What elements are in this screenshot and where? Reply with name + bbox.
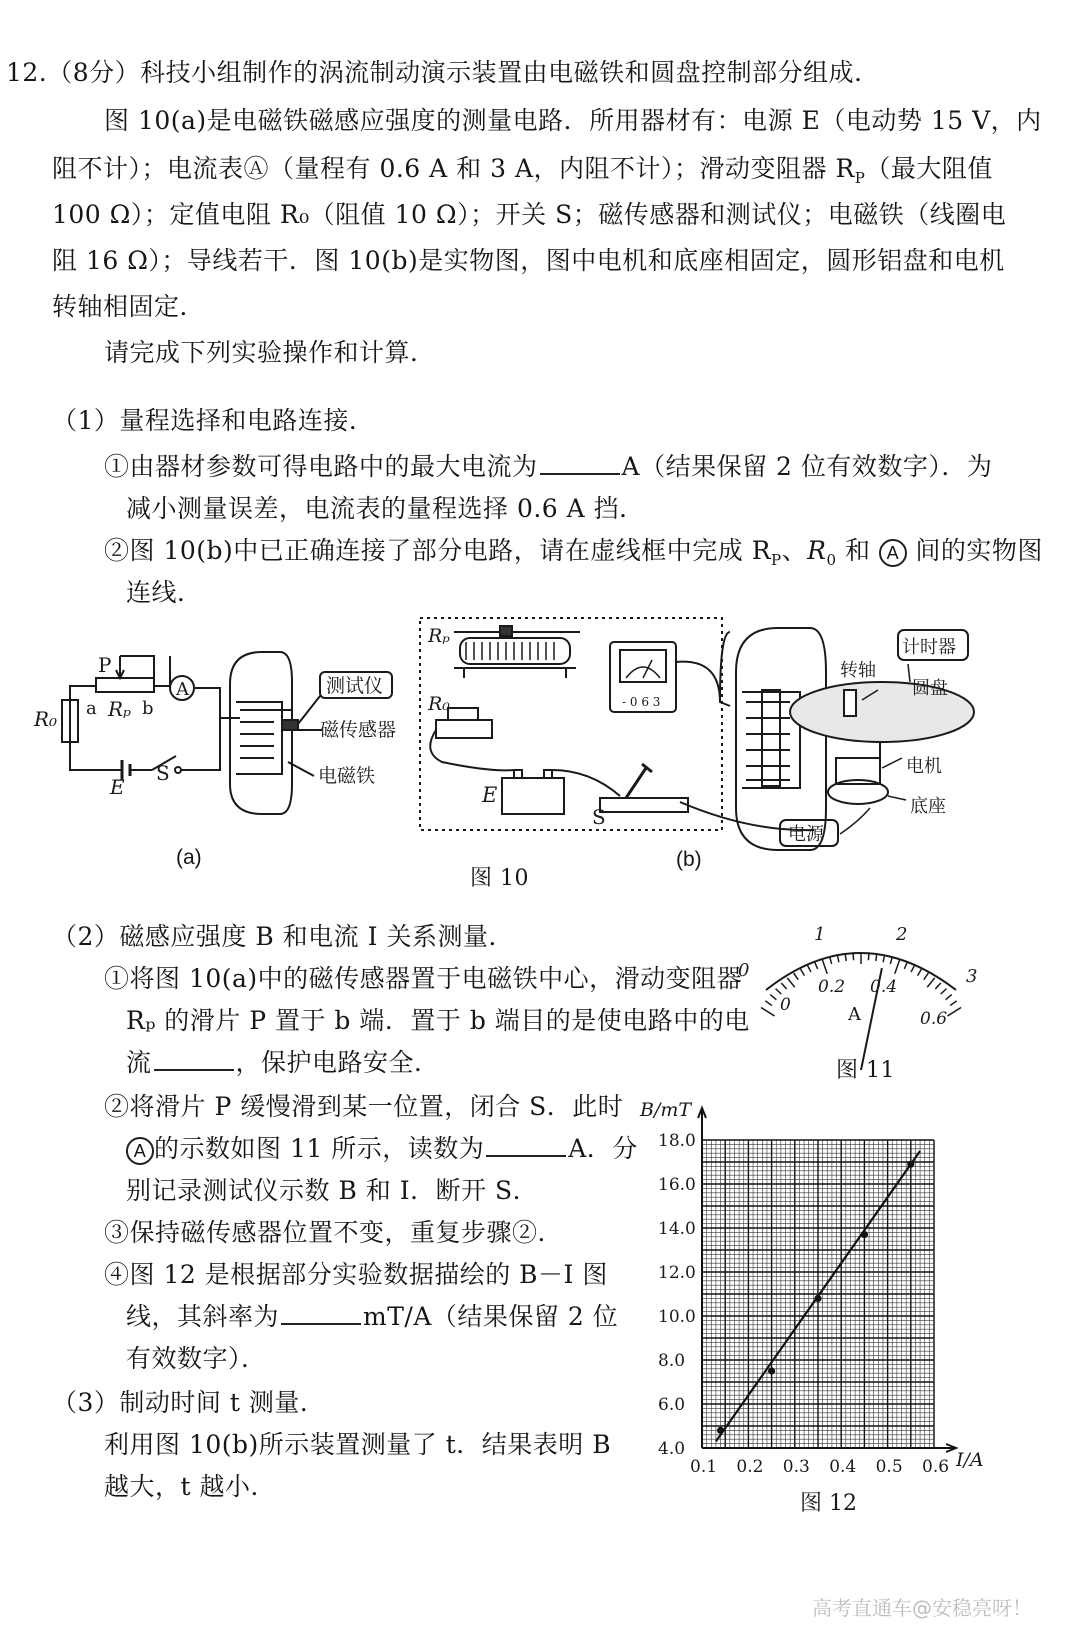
y-tick-label: 6.0 bbox=[658, 1395, 686, 1415]
label-a-S: S bbox=[156, 761, 170, 785]
label-b-meter-scale: - 0 6 3 bbox=[622, 695, 661, 709]
dial-tick bbox=[781, 983, 786, 989]
part2-s1-a: ①将图 10(a)中的磁传感器置于电磁铁中心，滑动变阻器 bbox=[104, 964, 743, 993]
label-a-R0: R₀ bbox=[34, 707, 58, 731]
part3-l2: 越大，t 越小． bbox=[104, 1472, 276, 1501]
intro-line-5: 转轴相固定． bbox=[52, 292, 206, 321]
answer-blank-current-min[interactable] bbox=[154, 1047, 234, 1071]
part2-title: （2）磁感应强度 B 和电流 I 关系测量． bbox=[52, 922, 514, 951]
part3-l1: 利用图 10(b)所示装置测量了 t．结果表明 B bbox=[104, 1430, 612, 1459]
y-axis-label: B/mT bbox=[640, 1099, 692, 1121]
dial-tick bbox=[822, 959, 827, 974]
dial-tick bbox=[941, 989, 947, 995]
x-tick-label: 0.2 bbox=[736, 1457, 764, 1477]
label-b-motor: 电机 bbox=[906, 756, 942, 777]
label-b-Rp: Rₚ bbox=[428, 625, 450, 647]
question-header bbox=[6, 56, 880, 90]
part1-q1-text-b: A（结果保留 2 位有效数字）．为 bbox=[621, 452, 993, 481]
part1-q1-line2: 减小测量误差，电流表的量程选择 0.6 A 挡． bbox=[126, 494, 645, 523]
dial-unit: A bbox=[848, 1004, 861, 1025]
question-number: 12. bbox=[6, 58, 48, 87]
answer-blank-max-current[interactable] bbox=[540, 451, 620, 475]
y-tick-label: 18.0 bbox=[658, 1131, 696, 1151]
x-tick-label: 0.4 bbox=[829, 1457, 857, 1477]
dial-tick bbox=[787, 978, 794, 987]
dial-tick bbox=[935, 983, 940, 989]
label-a-E: E bbox=[110, 775, 125, 799]
dial-tick bbox=[948, 1007, 962, 1015]
fig11-caption: 图 11 bbox=[836, 1058, 895, 1083]
data-point bbox=[768, 1367, 775, 1374]
dial-tick bbox=[815, 962, 818, 969]
part2-s4-b bbox=[126, 1300, 618, 1334]
label-a-tester: 测试仪 bbox=[326, 675, 384, 697]
part2-s2-a: ②将滑片 P 缓慢滑到某一位置，闭合 S．此时 bbox=[104, 1092, 624, 1121]
part2-s2-b-post: A．分 bbox=[568, 1134, 638, 1163]
dial-outer-0: 0 bbox=[738, 960, 750, 981]
intro-line-1: 图 10(a)是电磁铁磁感应强度的测量电路．所用器材有：电源 E（电动势 15 V，内 bbox=[104, 106, 1042, 135]
x-tick-label: 0.6 bbox=[922, 1457, 950, 1477]
dial-tick bbox=[770, 995, 776, 1000]
intro-line-3: 100 Ω）；定值电阻 R₀（阻值 10 Ω）；开关 S；磁传感器和测试仪；电磁铁（线圈电 bbox=[52, 200, 1007, 229]
part1-q2-line1: ②图 10(b)中已正确连接了部分电路，请在虚线框中完成 $R_P$、$R_0$ 和 A 间的实物图 bbox=[104, 536, 1043, 569]
label-a-P: P bbox=[98, 653, 112, 677]
watermark: 高考直通车@安稳亮呀！ bbox=[812, 1596, 1032, 1620]
part1-q2-line2: 连线． bbox=[126, 578, 203, 607]
part2-s4-b-post: mT/A（结果保留 2 位 bbox=[363, 1302, 619, 1331]
label-b-base: 底座 bbox=[910, 796, 946, 817]
chart-title: 图 12 bbox=[800, 1491, 857, 1516]
dial-tick bbox=[761, 1007, 775, 1015]
part2-s1-c-post: ，保护电路安全． bbox=[235, 1048, 440, 1077]
dial-inner-0.2: 0.2 bbox=[818, 977, 846, 997]
intro-line-2-text: 阻不计）；电流表Ⓐ（量程有 0.6 A 和 3 A，内阻不计）；滑动变阻器 R bbox=[52, 154, 855, 183]
label-a-A: A bbox=[176, 679, 189, 700]
label-a-magnet: 电磁铁 bbox=[318, 765, 376, 787]
shaft-icon bbox=[844, 690, 856, 716]
dial-tick bbox=[927, 978, 934, 987]
figure11-dial bbox=[730, 920, 990, 1070]
ammeter-symbol-icon: A bbox=[879, 539, 907, 567]
label-b-shaft: 转轴 bbox=[840, 660, 876, 681]
y-tick-label: 4.0 bbox=[658, 1439, 686, 1459]
question-header-text: （8分）科技小组制作的涡流制动演示装置由电磁铁和圆盘控制部分组成． bbox=[47, 58, 880, 87]
part2-s2-b-pre: 的示数如图 11 所示，读数为 bbox=[154, 1134, 485, 1163]
dial-outer-1: 1 bbox=[814, 924, 826, 945]
part1-q1-line1 bbox=[104, 450, 992, 484]
x-tick-label: 0.3 bbox=[782, 1457, 810, 1477]
part2-s2-b bbox=[126, 1132, 638, 1166]
label-b-R0: R₀ bbox=[428, 693, 450, 715]
label-b-disk: 圆盘 bbox=[912, 678, 948, 699]
part1-q2-text-a: ②图 10(b)中已正确连接了部分电路，请在虚线框中完成 R bbox=[104, 536, 772, 565]
part2-s4-b-pre: 线，其斜率为 bbox=[126, 1302, 280, 1331]
answer-blank-slope[interactable] bbox=[281, 1301, 361, 1325]
dial-tick bbox=[800, 969, 804, 976]
data-point bbox=[814, 1295, 821, 1302]
fig10-sub-a: (a) bbox=[176, 846, 202, 869]
y-tick-label: 12.0 bbox=[658, 1263, 696, 1283]
dial-tick bbox=[807, 965, 811, 972]
part3-title: （3）制动时间 t 测量． bbox=[52, 1388, 326, 1417]
intro-line-2: 阻不计）；电流表Ⓐ（量程有 0.6 A 和 3 A，内阻不计）；滑动变阻器 $R_P$（最大阻值 bbox=[52, 154, 993, 187]
y-tick-label: 16.0 bbox=[658, 1175, 696, 1195]
dial-inner-0: 0 bbox=[780, 995, 791, 1015]
label-b-S: S bbox=[592, 805, 606, 829]
label-b-E: E bbox=[482, 783, 498, 807]
part1-q1-text-a: ①由器材参数可得电路中的最大电流为 bbox=[104, 452, 538, 481]
part2-s1-c-pre: 流 bbox=[126, 1048, 152, 1077]
dial-inner-0.4: 0.4 bbox=[870, 977, 898, 997]
magnetic-sensor-icon bbox=[282, 720, 298, 730]
data-point bbox=[717, 1427, 724, 1434]
label-b-power: 电源 bbox=[788, 824, 824, 845]
ammeter-symbol-icon: A bbox=[126, 1137, 154, 1165]
dial-outer-3: 3 bbox=[966, 966, 978, 987]
part2-s4-a: ④图 12 是根据部分实验数据描绘的 B－I 图 bbox=[104, 1260, 608, 1289]
intro-line-4: 阻 16 Ω）；导线若干．图 10(b)是实物图，图中电机和底座相固定，圆形铝盘和电机 bbox=[52, 246, 1005, 275]
dial-tick bbox=[924, 973, 929, 980]
r0-resistor-b-icon bbox=[436, 720, 492, 738]
data-point bbox=[907, 1161, 914, 1168]
data-point bbox=[861, 1231, 868, 1238]
dial-inner-0.6: 0.6 bbox=[920, 1009, 948, 1029]
answer-blank-reading[interactable] bbox=[486, 1133, 566, 1157]
switch-b-icon bbox=[600, 798, 688, 812]
x-tick-label: 0.5 bbox=[875, 1457, 903, 1477]
part1-title: （1）量程选择和电路连接． bbox=[52, 406, 375, 435]
label-b-timer: 计时器 bbox=[902, 637, 956, 658]
dial-tick bbox=[911, 965, 915, 972]
part2-s3: ③保持磁传感器位置不变，重复步骤②． bbox=[104, 1218, 564, 1247]
x-tick-label: 0.1 bbox=[690, 1457, 718, 1477]
dial-tick bbox=[946, 995, 952, 1000]
part2-s1-b: Rₚ 的滑片 P 置于 b 端．置于 b 端目的是使电路中的电 bbox=[126, 1006, 750, 1035]
part2-s1-c bbox=[126, 1046, 440, 1080]
label-a-Rp: Rₚ bbox=[108, 697, 132, 721]
battery-b-icon bbox=[502, 778, 564, 814]
label-a-sensor: 磁传感器 bbox=[320, 719, 397, 741]
y-tick-label: 8.0 bbox=[658, 1351, 686, 1371]
dial-tick bbox=[765, 1001, 771, 1006]
figure12-chart bbox=[630, 1094, 1010, 1534]
fig10-caption: 图 10 bbox=[470, 866, 529, 891]
dial-tick bbox=[895, 959, 900, 974]
label-a-a: a bbox=[86, 698, 97, 719]
part2-s2-c: 别记录测试仪示数 B 和 I．断开 S． bbox=[126, 1176, 539, 1205]
instruction: 请完成下列实验操作和计算． bbox=[104, 338, 436, 367]
y-tick-label: 10.0 bbox=[658, 1307, 696, 1327]
y-tick-label: 14.0 bbox=[658, 1219, 696, 1239]
x-axis-label: I/A bbox=[956, 1449, 984, 1471]
dial-tick bbox=[776, 989, 782, 995]
fig10-sub-b: (b) bbox=[676, 848, 702, 871]
dial-outer-2: 2 bbox=[896, 924, 908, 945]
dial-tick bbox=[950, 1001, 956, 1006]
dial-tick bbox=[918, 969, 922, 976]
label-a-b: b bbox=[142, 698, 154, 719]
rp-rheostat-a bbox=[96, 678, 154, 692]
part2-s4-c: 有效数字）． bbox=[126, 1344, 267, 1373]
dial-tick bbox=[794, 973, 799, 980]
